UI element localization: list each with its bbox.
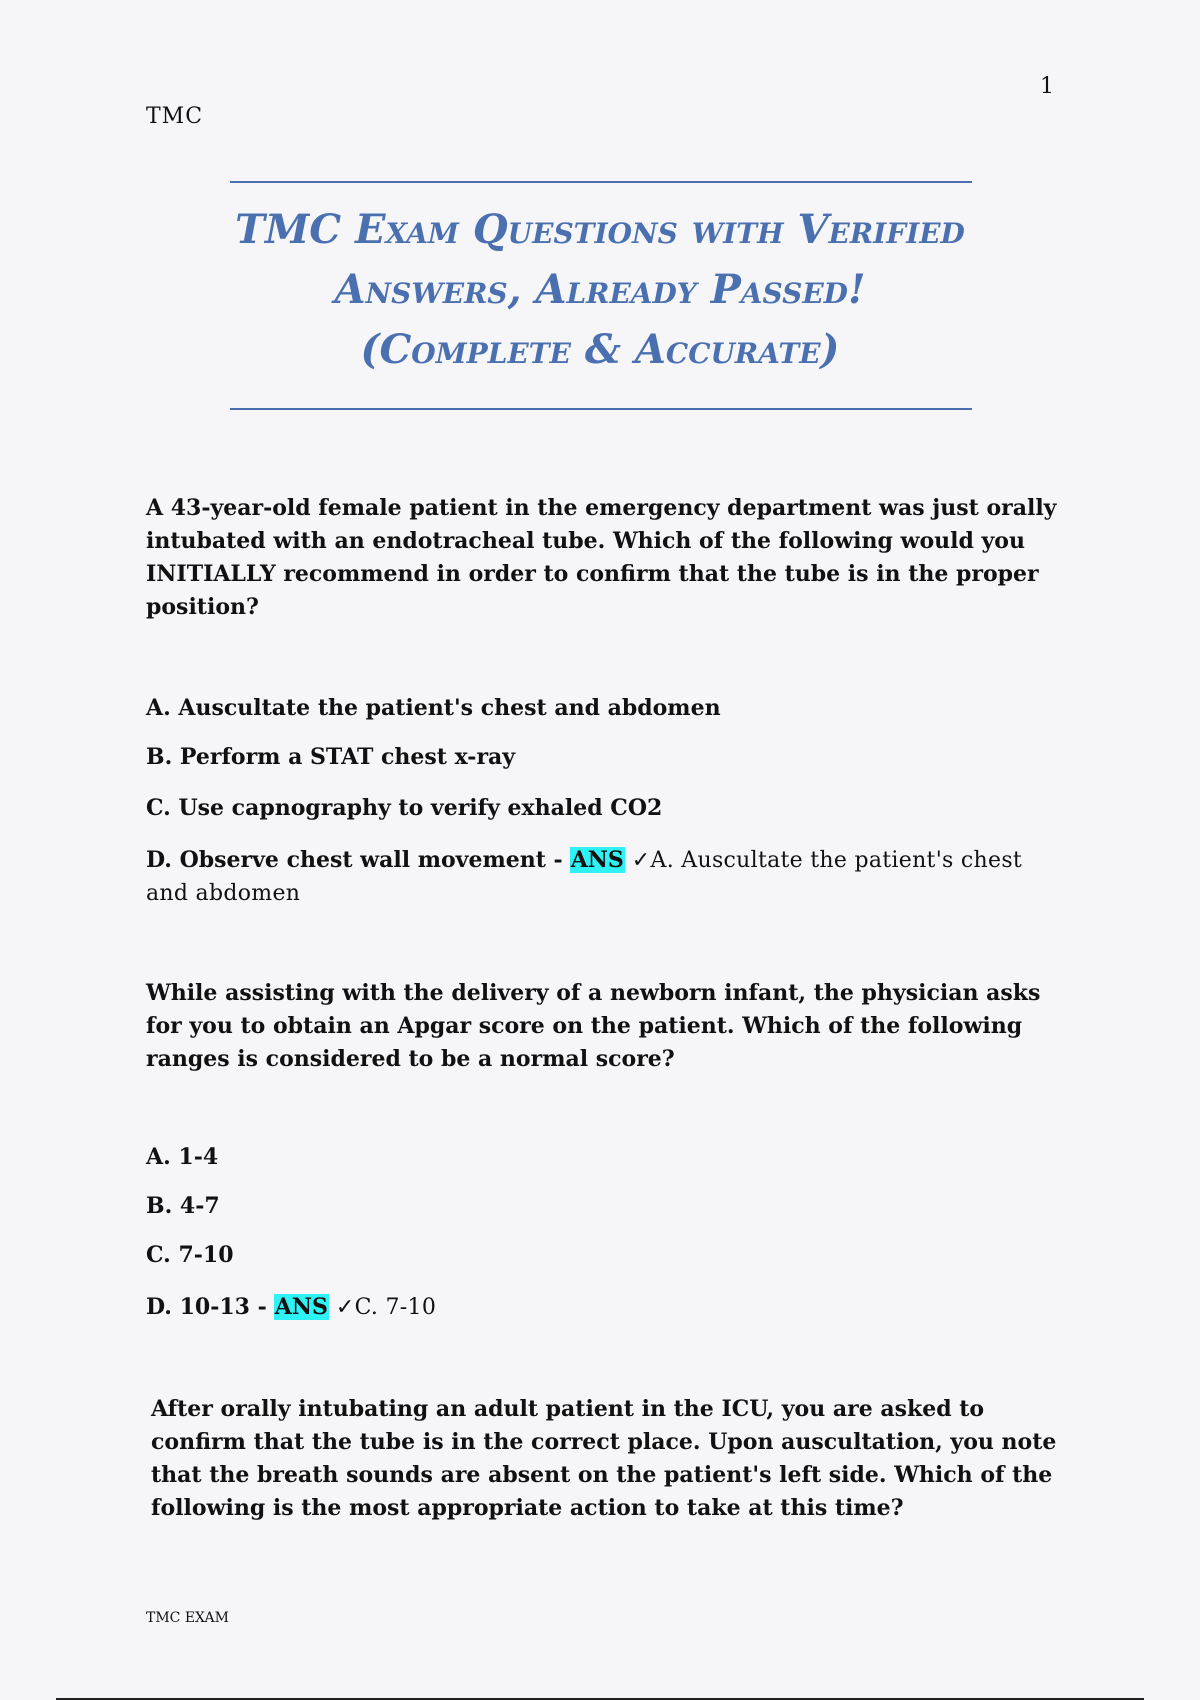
question-1-answer-line bbox=[146, 844, 1066, 910]
question-1-option-d: D. Observe chest wall movement - bbox=[146, 847, 563, 873]
ans-highlight: ANS bbox=[274, 1294, 328, 1320]
title-rule-bottom bbox=[230, 408, 972, 410]
question-2-text: While assisting with the delivery of a newborn infant, the physician asks for you to obtain an Apgar score on the patient. Which of the following ranges is considered to be a normal score? bbox=[146, 980, 1041, 1072]
question-1-option-c: C. Use capnography to verify exhaled CO2 bbox=[146, 795, 663, 821]
footer-label: TMC EXAM bbox=[146, 1610, 229, 1626]
question-2 bbox=[146, 977, 1066, 1076]
question-2-answer: ✓C. 7-10 bbox=[335, 1295, 437, 1320]
page-number: 1 bbox=[1040, 74, 1054, 99]
question-2-option-d: D. 10-13 - bbox=[146, 1294, 267, 1320]
question-2-option-b: B. 4-7 bbox=[146, 1193, 220, 1219]
question-1-text: A 43-year-old female patient in the emergency department was just orally intubated with an endotracheal tube. Which of the following would you INITIALLY recommend in order to confirm that the tube is in the proper position? bbox=[146, 495, 1057, 620]
question-2-option-c: C. 7-10 bbox=[146, 1242, 234, 1268]
question-3 bbox=[146, 1393, 1066, 1525]
running-header: TMC bbox=[146, 104, 204, 129]
question-2-option-a: A. 1-4 bbox=[146, 1144, 219, 1170]
document-title bbox=[200, 200, 1000, 380]
question-2-answer-line bbox=[146, 1291, 1066, 1324]
question-3-text: After orally intubating an adult patient in the ICU, you are asked to confirm that the tube is in the correct place. Upon auscultation, you note that the breath sounds are absent on the patient's left side. Which of the following is the most appropriate action to take at this time? bbox=[151, 1396, 1057, 1521]
question-1-answer: ✓A. Auscultate the patient's chest and abdomen bbox=[146, 848, 1023, 906]
question-1-option-a: A. Auscultate the patient's chest and abdomen bbox=[146, 695, 721, 721]
title-line-1: TMC Exam Questions with Verified bbox=[235, 206, 965, 253]
title-line-2: Answers, Already Passed! bbox=[334, 266, 866, 313]
question-1-option-b: B. Perform a STAT chest x-ray bbox=[146, 744, 516, 770]
ans-highlight: ANS bbox=[570, 847, 624, 873]
question-1 bbox=[146, 492, 1066, 624]
title-rule-top bbox=[230, 181, 972, 183]
title-line-3: (Complete & Accurate) bbox=[360, 326, 840, 373]
